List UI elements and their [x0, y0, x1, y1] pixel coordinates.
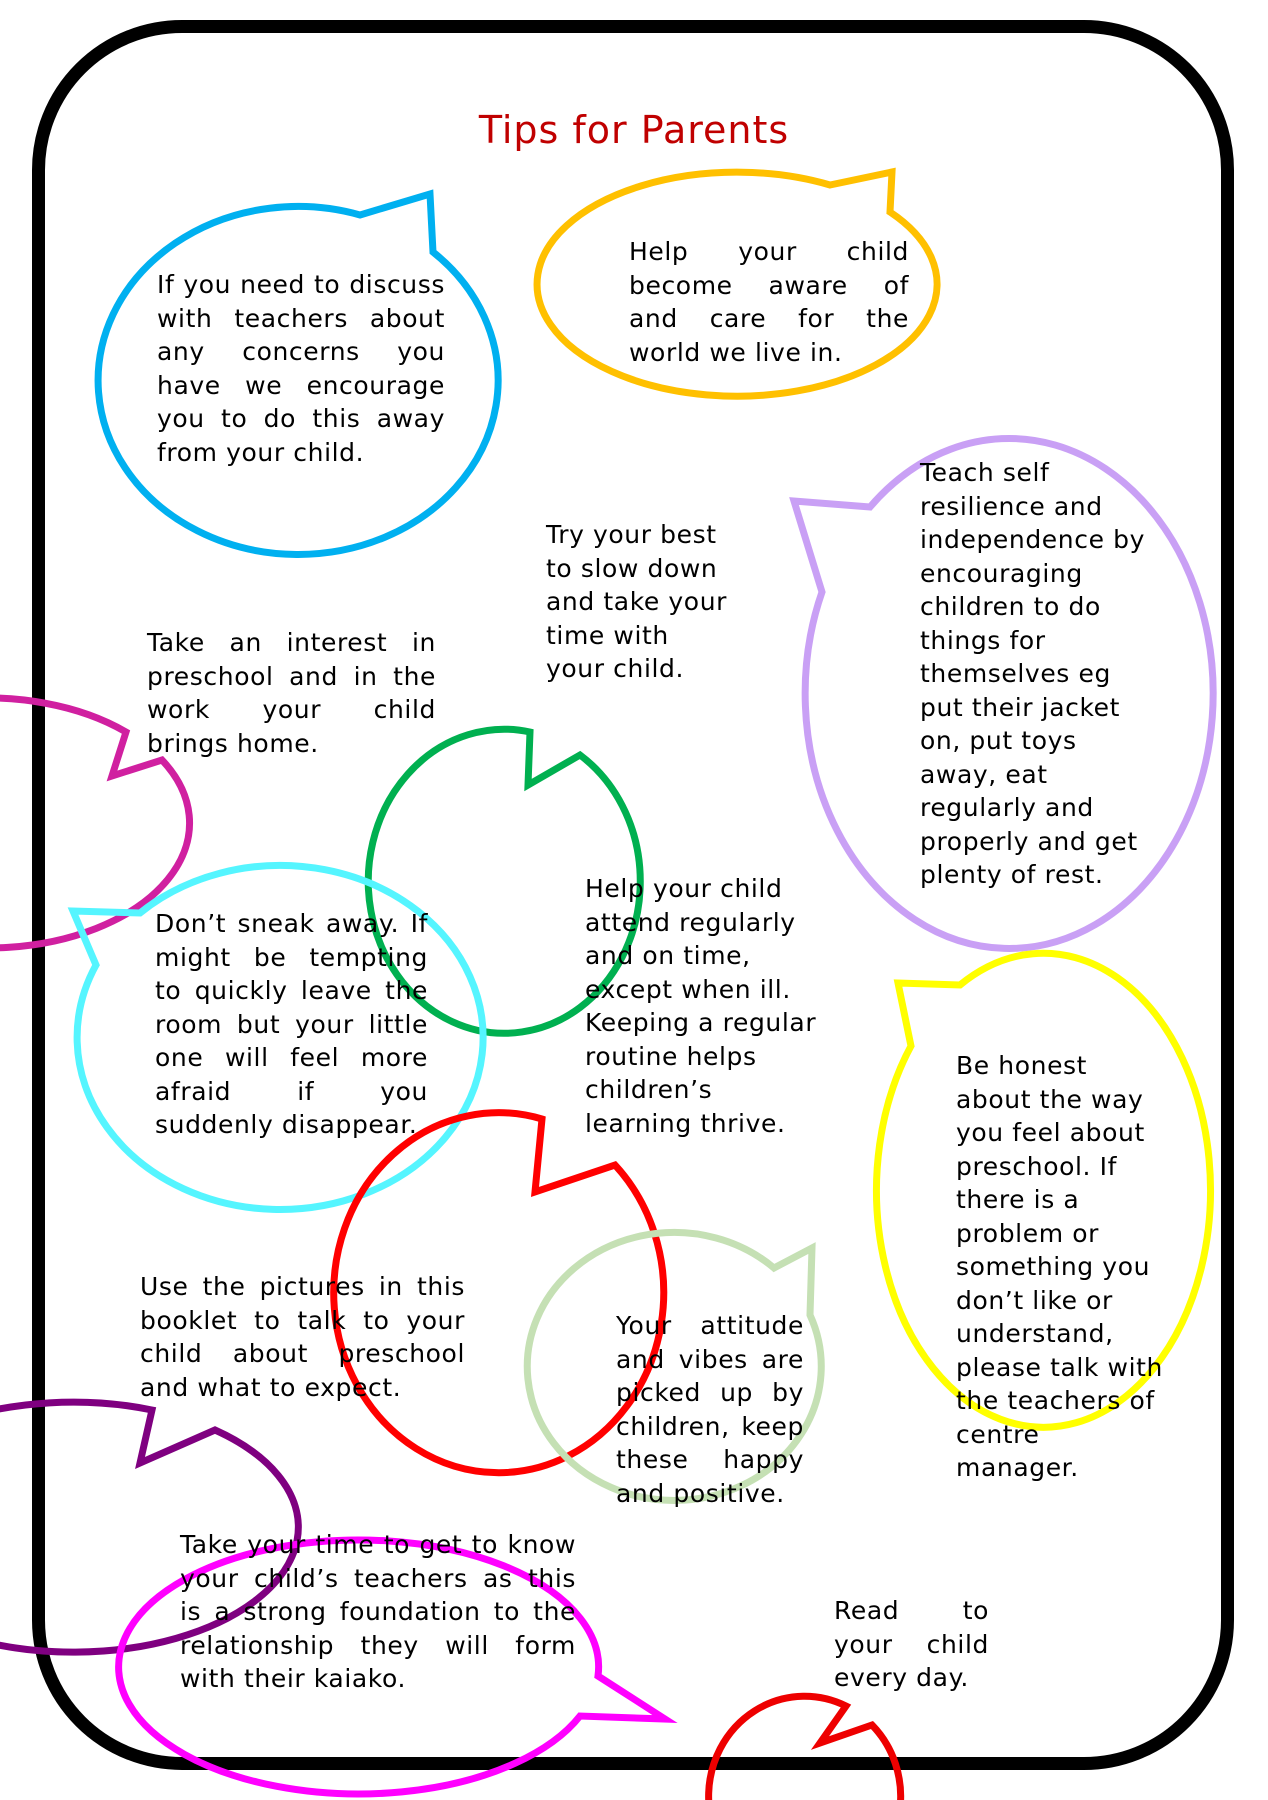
tip-attend-regularly: Help your child attend regularly and on time, except when ill. Keeping a regular routine helps children’s learning thrive. [585, 874, 817, 1138]
tip-dont-sneak-away: Don’t sneak away. If might be tempting to quickly leave the room but your little one will feel more afraid if you suddenly disappear. [155, 909, 428, 1139]
tip-use-pictures: Use the pictures in this booklet to talk to your child about preschool and what to expect. [140, 1272, 465, 1402]
tip-care-for-world: Help your child become aware of and care for the world we live in. [629, 237, 909, 367]
tip-know-teachers: Take your time to get to know your child’s teachers as this is a strong foundation to the relationship they will form with their kaiako. [180, 1530, 576, 1693]
tip-be-honest: Be honest about the way you feel about preschool. If there is a problem or something you don’t like or understand, please talk with the teachers of centre manager. [956, 1051, 1163, 1482]
tip-discuss-concerns: If you need to discuss with teachers about any concerns you have we encourage you to do this away from your child. [157, 270, 445, 467]
tip-slow-down: Try your best to slow down and take your time with your child. [546, 520, 728, 683]
tip-take-interest: Take an interest in preschool and in the work your child brings home. [147, 628, 436, 758]
speech-bubble-red-small [709, 1696, 901, 1800]
tip-attitude-vibes: Your attitude and vibes are picked up by children, keep these happy and positive. [616, 1311, 804, 1508]
tip-teach-resilience: Teach self resilience and independence by encouraging children to do things for themselves eg put their jacket on, put toys away, eat regularly and properly and get plenty of rest. [920, 458, 1145, 889]
page-title: Tips for Parents [478, 108, 790, 152]
tip-read-every-day: Read to your child every day. [834, 1596, 989, 1692]
